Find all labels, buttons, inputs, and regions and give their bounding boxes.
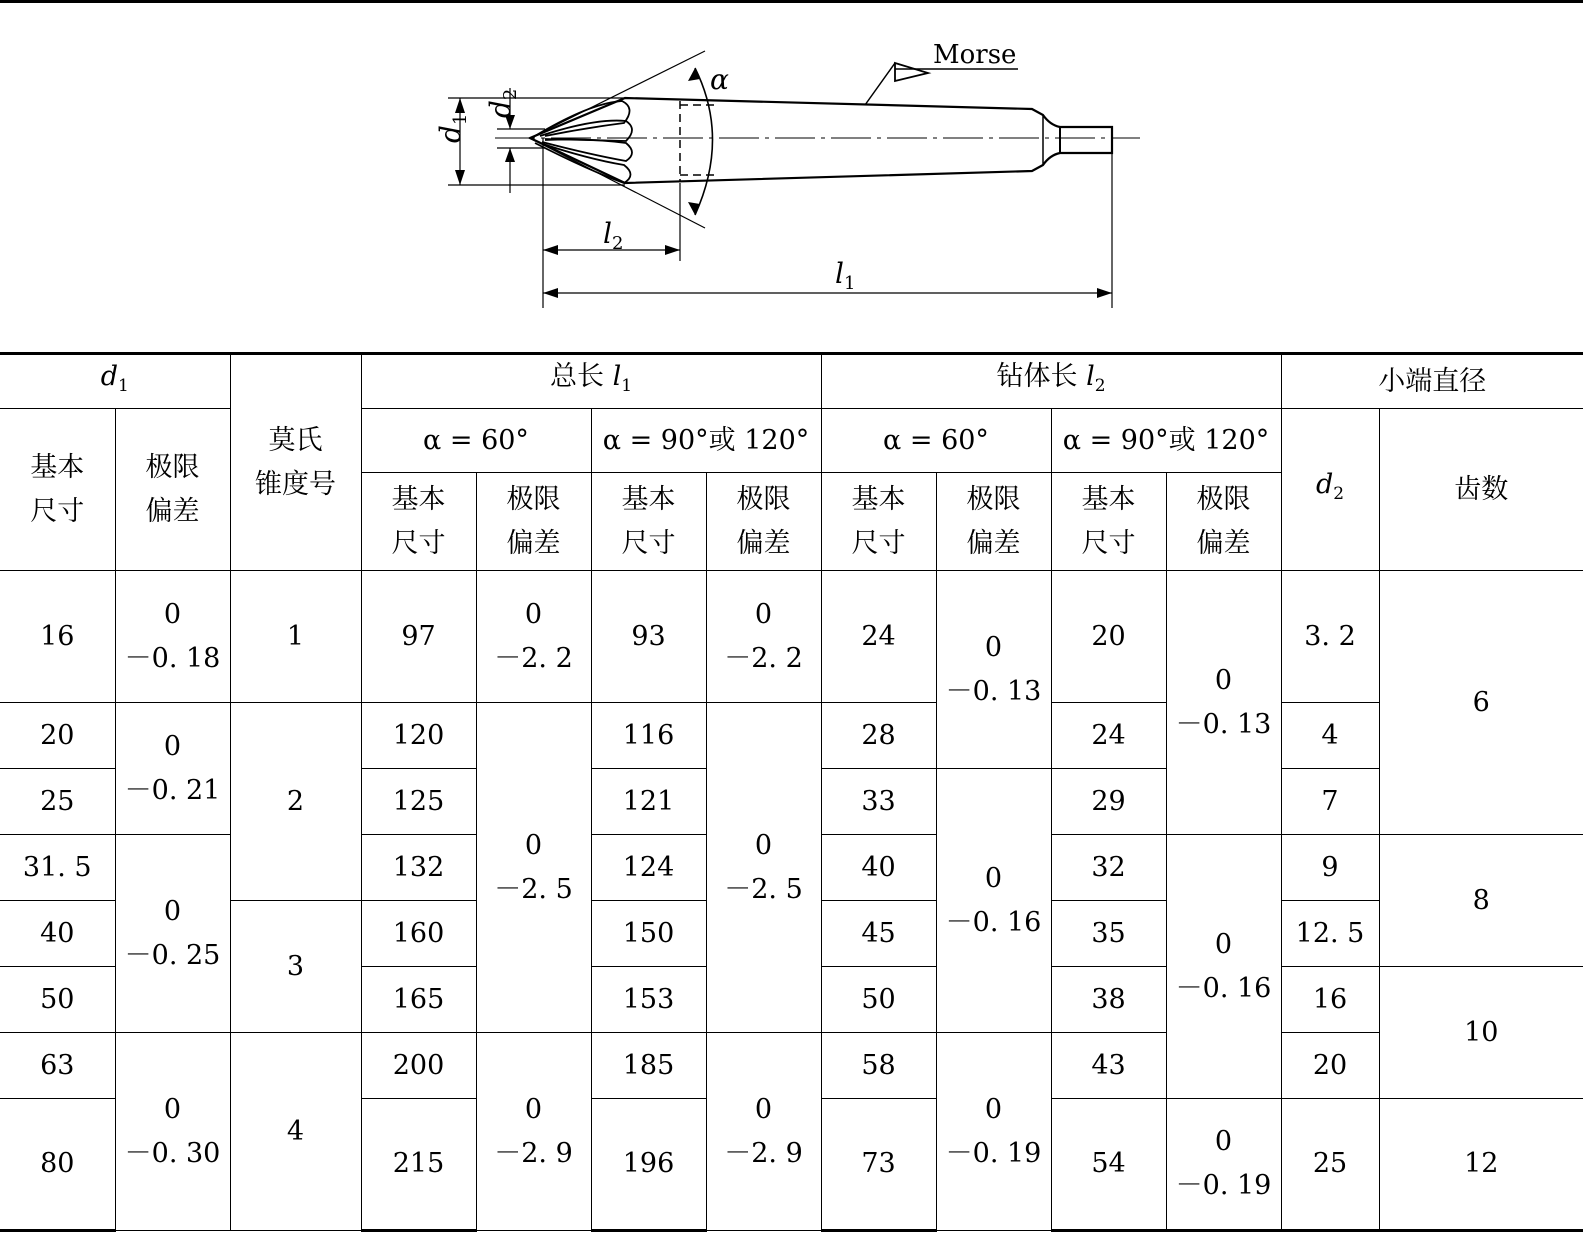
teeth-cell: 12 xyxy=(1379,1099,1583,1231)
table-row xyxy=(0,1033,1583,1099)
header-d2: $d_2$ xyxy=(1281,409,1379,571)
l2-a60-basic-cell: 58 xyxy=(821,1033,936,1099)
d1-basic-cell: 16 xyxy=(0,571,115,703)
l1-a90-basic-cell: 150 xyxy=(591,901,706,967)
l1-a60-basic-cell: 120 xyxy=(361,703,476,769)
header-basic: 基本 尺寸 xyxy=(821,473,936,571)
l1-label: $l_1$ xyxy=(835,257,856,294)
d2-cell: 9 xyxy=(1281,835,1379,901)
header-d1: $d_1$ xyxy=(0,354,230,409)
l2-a90-basic-cell: 38 xyxy=(1051,967,1166,1033)
l2-a60-basic-cell: 50 xyxy=(821,967,936,1033)
l1-a60-dev-cell: 0 －2. 2 xyxy=(476,571,591,703)
l1-a90-basic-cell: 153 xyxy=(591,967,706,1033)
countersink-drawing xyxy=(0,3,1583,343)
d2-cell: 7 xyxy=(1281,769,1379,835)
l2-a90-basic-cell: 20 xyxy=(1051,571,1166,703)
table-row xyxy=(0,703,1583,769)
morse-cell: 4 xyxy=(230,1033,361,1231)
d1-basic-cell: 25 xyxy=(0,769,115,835)
l2-a60-basic-cell: 28 xyxy=(821,703,936,769)
l2-a60-basic-cell: 33 xyxy=(821,769,936,835)
header-basic: 基本 尺寸 xyxy=(1051,473,1166,571)
l2-a60-basic-cell: 73 xyxy=(821,1099,936,1231)
l2-a90-basic-cell: 32 xyxy=(1051,835,1166,901)
l2-a60-dev-cell: 0 －0. 13 xyxy=(936,571,1051,769)
header-d1-dev: 极限 偏差 xyxy=(115,409,230,571)
d2-cell: 4 xyxy=(1281,703,1379,769)
l2-a90-dev-cell: 0 －0. 19 xyxy=(1166,1099,1281,1231)
teeth-cell: 10 xyxy=(1379,967,1583,1099)
morse-taper-symbol xyxy=(895,63,928,81)
d1-dev-cell: 0 －0. 30 xyxy=(115,1033,230,1231)
header-dev: 极限 偏差 xyxy=(1166,473,1281,571)
morse-cell: 1 xyxy=(230,571,361,703)
d1-basic-cell: 20 xyxy=(0,703,115,769)
d1-dev-cell: 0 －0. 18 xyxy=(115,571,230,703)
l2-a60-dev-cell: 0 －0. 19 xyxy=(936,1033,1051,1231)
l2-a60-dev-cell: 0 －0. 16 xyxy=(936,769,1051,1033)
header-morse: 莫氏 锥度号 xyxy=(230,354,361,571)
d1-label: $d_1$ xyxy=(434,113,471,143)
header-l2-alpha90: α = 90°或 120° xyxy=(1051,409,1281,473)
d1-dev-cell: 0 －0. 21 xyxy=(115,703,230,835)
d1-basic-cell: 50 xyxy=(0,967,115,1033)
morse-cell: 3 xyxy=(230,901,361,1033)
l1-a90-dev-cell: 0 －2. 5 xyxy=(706,703,821,1033)
header-small-end-diameter: 小端直径 xyxy=(1281,354,1583,409)
l1-a90-basic-cell: 121 xyxy=(591,769,706,835)
alpha-label: α xyxy=(710,63,729,96)
d2-cell: 20 xyxy=(1281,1033,1379,1099)
header-basic: 基本 尺寸 xyxy=(591,473,706,571)
flutes xyxy=(535,101,632,183)
teeth-cell: 8 xyxy=(1379,835,1583,967)
header-teeth: 齿数 xyxy=(1379,409,1583,571)
morse-label: Morse xyxy=(933,40,1017,70)
l2-a60-basic-cell: 45 xyxy=(821,901,936,967)
morse-cell: 2 xyxy=(230,703,361,901)
header-dev: 极限 偏差 xyxy=(476,473,591,571)
header-dev: 极限 偏差 xyxy=(706,473,821,571)
header-l2-alpha60: α = 60° xyxy=(821,409,1051,473)
header-dev: 极限 偏差 xyxy=(936,473,1051,571)
teeth-cell: 6 xyxy=(1379,571,1583,835)
d2-cell: 12. 5 xyxy=(1281,901,1379,967)
header-basic: 基本 尺寸 xyxy=(361,473,476,571)
l2-a60-basic-cell: 24 xyxy=(821,571,936,703)
l1-a60-basic-cell: 160 xyxy=(361,901,476,967)
l1-a60-dev-cell: 0 －2. 9 xyxy=(476,1033,591,1231)
l1-a90-basic-cell: 185 xyxy=(591,1033,706,1099)
l1-a90-basic-cell: 116 xyxy=(591,703,706,769)
table-row xyxy=(0,571,1583,703)
header-l1-alpha60: α = 60° xyxy=(361,409,591,473)
d1-basic-cell: 63 xyxy=(0,1033,115,1099)
l2-label: $l_2$ xyxy=(603,217,624,254)
l2-a90-dev-cell: 0 －0. 13 xyxy=(1166,571,1281,835)
l1-a60-basic-cell: 132 xyxy=(361,835,476,901)
d1-basic-cell: 80 xyxy=(0,1099,115,1231)
d2-cell: 25 xyxy=(1281,1099,1379,1231)
header-row-1 xyxy=(0,354,1583,409)
l1-a90-dev-cell: 0 －2. 9 xyxy=(706,1033,821,1231)
l2-a90-basic-cell: 35 xyxy=(1051,901,1166,967)
l1-a90-basic-cell: 93 xyxy=(591,571,706,703)
l2-a90-dev-cell: 0 －0. 16 xyxy=(1166,835,1281,1099)
d1-dev-cell: 0 －0. 25 xyxy=(115,835,230,1033)
header-d1-basic: 基本 尺寸 xyxy=(0,409,115,571)
d2-cell: 3. 2 xyxy=(1281,571,1379,703)
l1-a60-basic-cell: 125 xyxy=(361,769,476,835)
l1-a60-basic-cell: 215 xyxy=(361,1099,476,1231)
l2-a90-basic-cell: 54 xyxy=(1051,1099,1166,1231)
l1-a60-basic-cell: 200 xyxy=(361,1033,476,1099)
l1-a60-basic-cell: 165 xyxy=(361,967,476,1033)
l1-a90-basic-cell: 124 xyxy=(591,835,706,901)
l1-a60-dev-cell: 0 －2. 5 xyxy=(476,703,591,1033)
d1-basic-cell: 40 xyxy=(0,901,115,967)
d2-label: $d_2$ xyxy=(484,88,521,118)
d1-basic-cell: 31. 5 xyxy=(0,835,115,901)
l1-a90-basic-cell: 196 xyxy=(591,1099,706,1231)
d2-cell: 16 xyxy=(1281,967,1379,1033)
header-body-length: 钻体长 $l_2$ xyxy=(821,354,1281,409)
spec-table xyxy=(0,352,1583,1232)
header-l1-alpha90: α = 90°或 120° xyxy=(591,409,821,473)
l2-a90-basic-cell: 43 xyxy=(1051,1033,1166,1099)
l2-a90-basic-cell: 29 xyxy=(1051,769,1166,835)
l2-a60-basic-cell: 40 xyxy=(821,835,936,901)
header-total-length: 总长 $l_1$ xyxy=(361,354,821,409)
l2-a90-basic-cell: 24 xyxy=(1051,703,1166,769)
l1-a60-basic-cell: 97 xyxy=(361,571,476,703)
l1-a90-dev-cell: 0 －2. 2 xyxy=(706,571,821,703)
